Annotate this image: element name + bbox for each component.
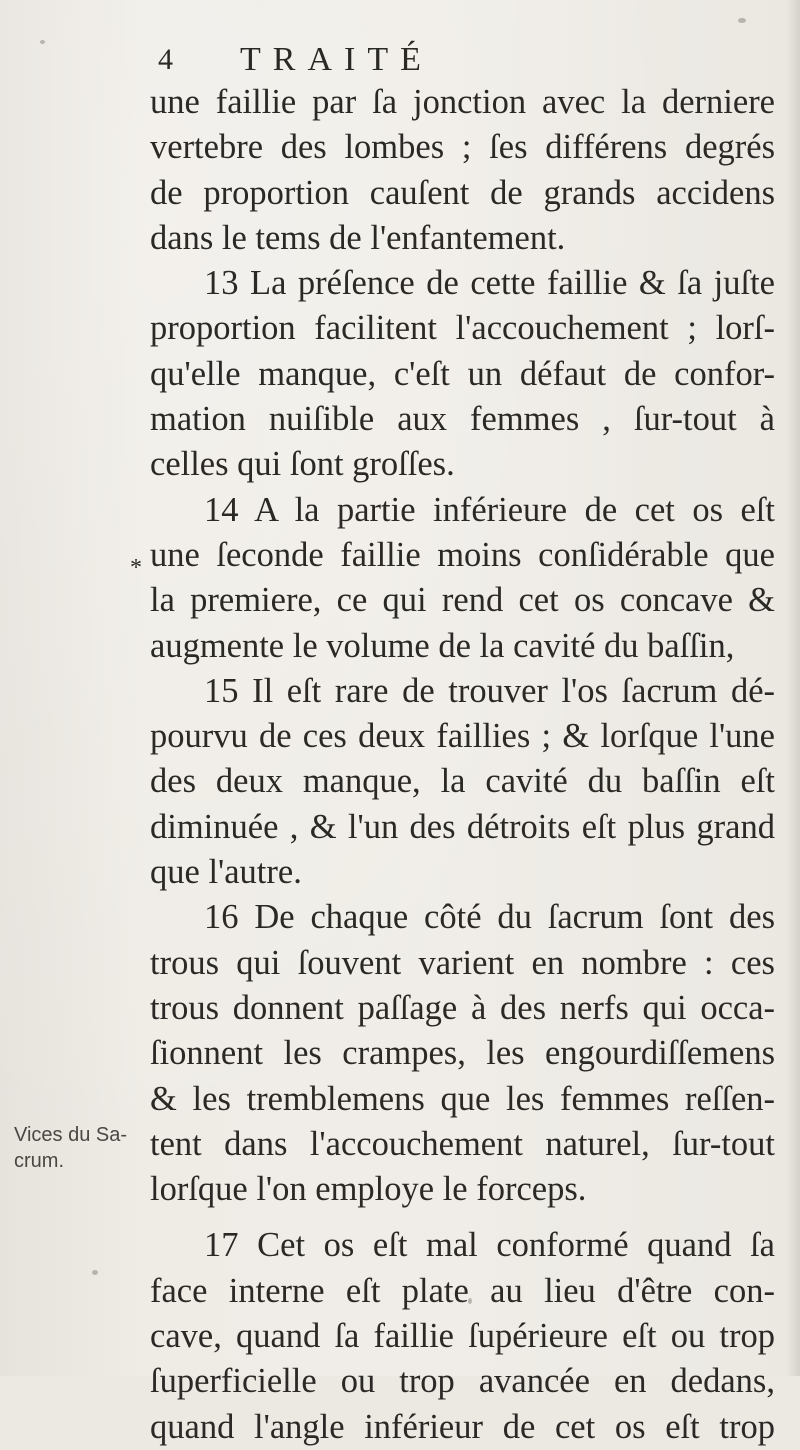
text-line: une faillie par ſa jonction avec la derniere [150, 83, 775, 121]
text-line: celles qui ſont groſſes. [150, 445, 455, 484]
text-line: quand l'angle inférieur de cet os eſt trop [150, 1407, 775, 1446]
paragraph-16-start: 16 De chaque côté du ſacrum ſont des [204, 898, 775, 937]
paragraph-17-start: 17 Cet os eſt mal conformé quand ſa [204, 1226, 775, 1265]
text-line: pourvu de ces deux faillies ; & lorſque l'une [150, 717, 775, 756]
text-line: proportion facilitent l'accouchement ; lorſ- [150, 309, 775, 348]
page-header [158, 42, 598, 82]
text-line: trous donnent paſſage à des nerfs qui occa- [150, 988, 775, 1027]
text-line: qu'elle manque, c'eſt un défaut de confor- [150, 354, 775, 393]
text-line: la premiere, ce qui rend cet os concave & [150, 581, 775, 620]
text-line: tent dans l'accouchement naturel, ſur-tout [150, 1124, 775, 1163]
paper-stain [92, 1270, 98, 1275]
text-line: de proportion cauſent de grands accidens [150, 173, 775, 212]
page-edge-shadow [786, 0, 800, 1376]
text-line: augmente le volume de la cavité du baſſin, [150, 626, 735, 665]
text-line: diminuée , & l'un des détroits eſt plus grand [150, 807, 775, 846]
running-title: TRAITÉ [240, 41, 433, 78]
text-line: & les tremblemens que les femmes reſſen- [150, 1079, 775, 1118]
body-text [150, 80, 775, 1450]
margin-note [14, 1122, 128, 1174]
margin-asterisk: * [130, 555, 142, 581]
text-line: face interne eſt plate au lieu d'être con- [150, 1271, 775, 1310]
paper-stain [738, 18, 746, 23]
text-line: vertebre des lombes ; ſes différens degrés [150, 128, 775, 167]
text-line: cave, quand ſa faillie ſupérieure eſt ou trop [150, 1317, 775, 1356]
text-line: des deux manque, la cavité du baſſin eſt [150, 762, 775, 801]
paragraph-13-start: 13 La préſence de cette faillie & ſa juſte [204, 264, 775, 303]
text-line: que l'autre. [150, 853, 302, 892]
text-line: ſuperficielle ou trop avancée en dedans, [150, 1362, 775, 1401]
paper-stain [40, 40, 45, 44]
text-line: ſionnent les crampes, les engourdiſſemens [150, 1034, 775, 1073]
text-line: trous qui ſouvent varient en nombre : ces [150, 943, 775, 982]
paragraph-15-start: 15 Il eſt rare de trouver l'os ſacrum dé- [204, 671, 775, 710]
paragraph-14-start: 14 A la partie inférieure de cet os eſt [204, 490, 775, 529]
page-number: 4 [158, 43, 173, 76]
text-line: mation nuiſible aux femmes , ſur-tout à [150, 400, 775, 439]
text-line: lorſque l'on employe le forceps. [150, 1170, 587, 1209]
text-line: dans le tems de l'enfantement. [150, 218, 566, 257]
text-line: une ſeconde faillie moins conſidérable que [150, 535, 775, 574]
margin-note-line: crum. [14, 1150, 64, 1172]
margin-note-line: Vices du Sa- [14, 1124, 128, 1146]
